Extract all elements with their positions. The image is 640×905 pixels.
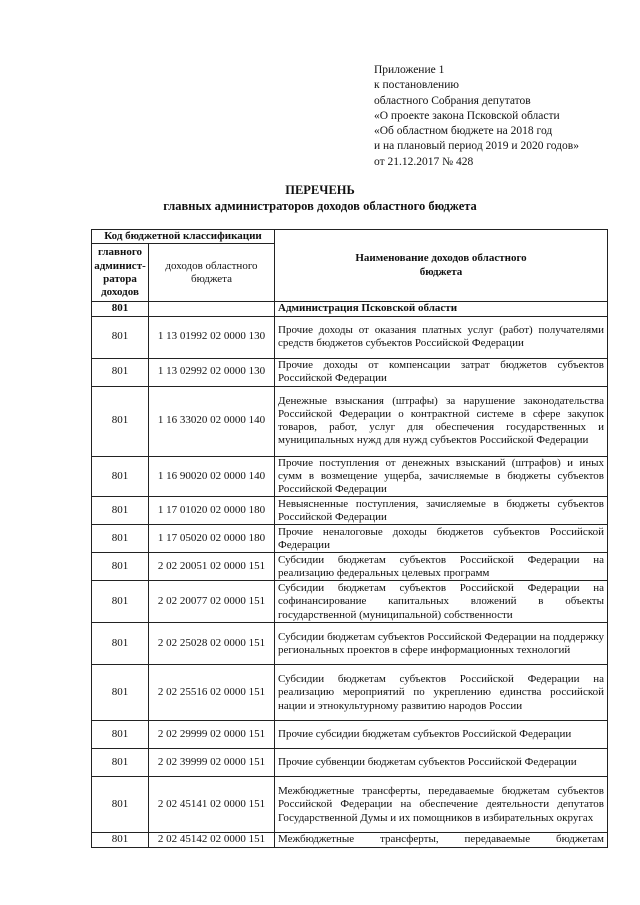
admin-code: 801 [92,623,149,665]
admin-code: 801 [92,386,149,456]
table-row [92,665,608,721]
income-name: Прочие доходы от оказания платных услуг (работ) получателями средств бюджетов субъектов Российской Федерации [275,316,608,358]
admin-code: 801 [92,749,149,777]
admin-code: 801 [92,456,149,497]
income-name: Денежные взыскания (штрафы) за нарушение законодательства Российской Федерации о контрактной системе в сфере закупок товаров, работ, услуг для обеспечения государственных и муниципальных нужд для нужд субъектов Российской Федерации [275,386,608,456]
income-code: 2 02 39999 02 0000 151 [149,749,275,777]
admin-code: 801 [92,358,149,386]
table-row [92,497,608,525]
table-row [92,833,608,847]
table-row [92,316,608,358]
income-code: 1 13 02992 02 0000 130 [149,358,275,386]
budget-classification-header: Код бюджетной классификации [92,230,275,244]
administrators-table [91,229,608,848]
header-line: к постановлению [374,79,459,92]
income-code: 2 02 20077 02 0000 151 [149,581,275,623]
income-name: Межбюджетные трансферты, передаваемые бюджетам [275,833,608,847]
income-name: Субсидии бюджетам субъектов Российской Федерации на реализацию мероприятий по укреплению единства российской нации и этнокультурному развитию народов России [275,665,608,721]
income-name: Прочие субвенции бюджетам субъектов Российской Федерации [275,749,608,777]
income-name: Субсидии бюджетам субъектов Российской Федерации на поддержку региональных проектов в сфере информационных технологий [275,623,608,665]
table-row [92,553,608,581]
document-title: ПЕРЕЧЕНЬ [285,183,355,197]
code-column-header: доходов областного бюджета [149,244,275,302]
table-row [92,456,608,497]
admin-code: 801 [92,316,149,358]
admin-code: 801 [92,581,149,623]
income-code: 1 17 05020 02 0000 180 [149,525,275,553]
income-code: 1 17 01020 02 0000 180 [149,497,275,525]
name-column-header: Наименование доходов областного бюджета [275,230,608,302]
income-name: Прочие неналоговые доходы бюджетов субъектов Российской Федерации [275,525,608,553]
header-line: от 21.12.2017 № 428 [374,155,474,168]
header-line: и на плановый период 2019 и 2020 годов» [374,140,579,153]
table-row [92,749,608,777]
income-code: 1 13 01992 02 0000 130 [149,316,275,358]
table-row [92,358,608,386]
attachment-header [374,63,579,170]
income-code: 2 02 45141 02 0000 151 [149,777,275,833]
income-code: 1 16 90020 02 0000 140 [149,456,275,497]
table-row [92,777,608,833]
header-line: Приложение 1 [374,64,445,76]
section-row [92,302,608,316]
admin-code: 801 [92,833,149,847]
admin-code: 801 [92,553,149,581]
income-name: Невыясненные поступления, зачисляемые в бюджеты субъектов Российской Федерации [275,497,608,525]
income-name: Субсидии бюджетам субъектов Российской Федерации на реализацию федеральных целевых программ [275,553,608,581]
header-line: областного Собрания депутатов [374,94,531,107]
income-code: 2 02 45142 02 0000 151 [149,833,275,847]
section-empty-cell [149,302,275,316]
admin-code: 801 [92,721,149,749]
income-name: Прочие доходы от компенсации затрат бюджетов субъектов Российской Федерации [275,358,608,386]
section-admin-code: 801 [92,302,149,316]
income-code: 2 02 29999 02 0000 151 [149,721,275,749]
table-row [92,386,608,456]
table-row [92,525,608,553]
admin-code: 801 [92,665,149,721]
table-row [92,581,608,623]
header-line: «О проекте закона Псковской области [374,109,560,122]
income-name: Межбюджетные трансферты, передаваемые бюджетам субъектов Российской Федерации на обеспечение деятельности депутатов Государственной Думы и их помощников в избирательных округах [275,777,608,833]
admin-column-header: главного админист-ратора доходов [92,244,149,302]
table-group-header-row [92,230,608,244]
income-code: 2 02 25028 02 0000 151 [149,623,275,665]
header-line: «Об областном бюджете на 2018 год [374,125,553,138]
income-code: 2 02 25516 02 0000 151 [149,665,275,721]
income-name: Прочие поступления от денежных взысканий (штрафов) и иных сумм в возмещение ущерба, зачисляемые в бюджеты субъектов Российской Федерации [275,456,608,497]
income-name: Прочие субсидии бюджетам субъектов Российской Федерации [275,721,608,749]
document-subtitle: главных администраторов доходов областного бюджета [163,199,477,213]
income-code: 1 16 33020 02 0000 140 [149,386,275,456]
section-title: Администрация Псковской области [275,302,608,316]
admin-code: 801 [92,497,149,525]
income-code: 2 02 20051 02 0000 151 [149,553,275,581]
admin-code: 801 [92,777,149,833]
table-row [92,623,608,665]
admin-code: 801 [92,525,149,553]
table-row [92,721,608,749]
income-name: Субсидии бюджетам субъектов Российской Федерации на софинансирование капитальных вложений в объекты государственной (муниципальной) собственности [275,581,608,623]
